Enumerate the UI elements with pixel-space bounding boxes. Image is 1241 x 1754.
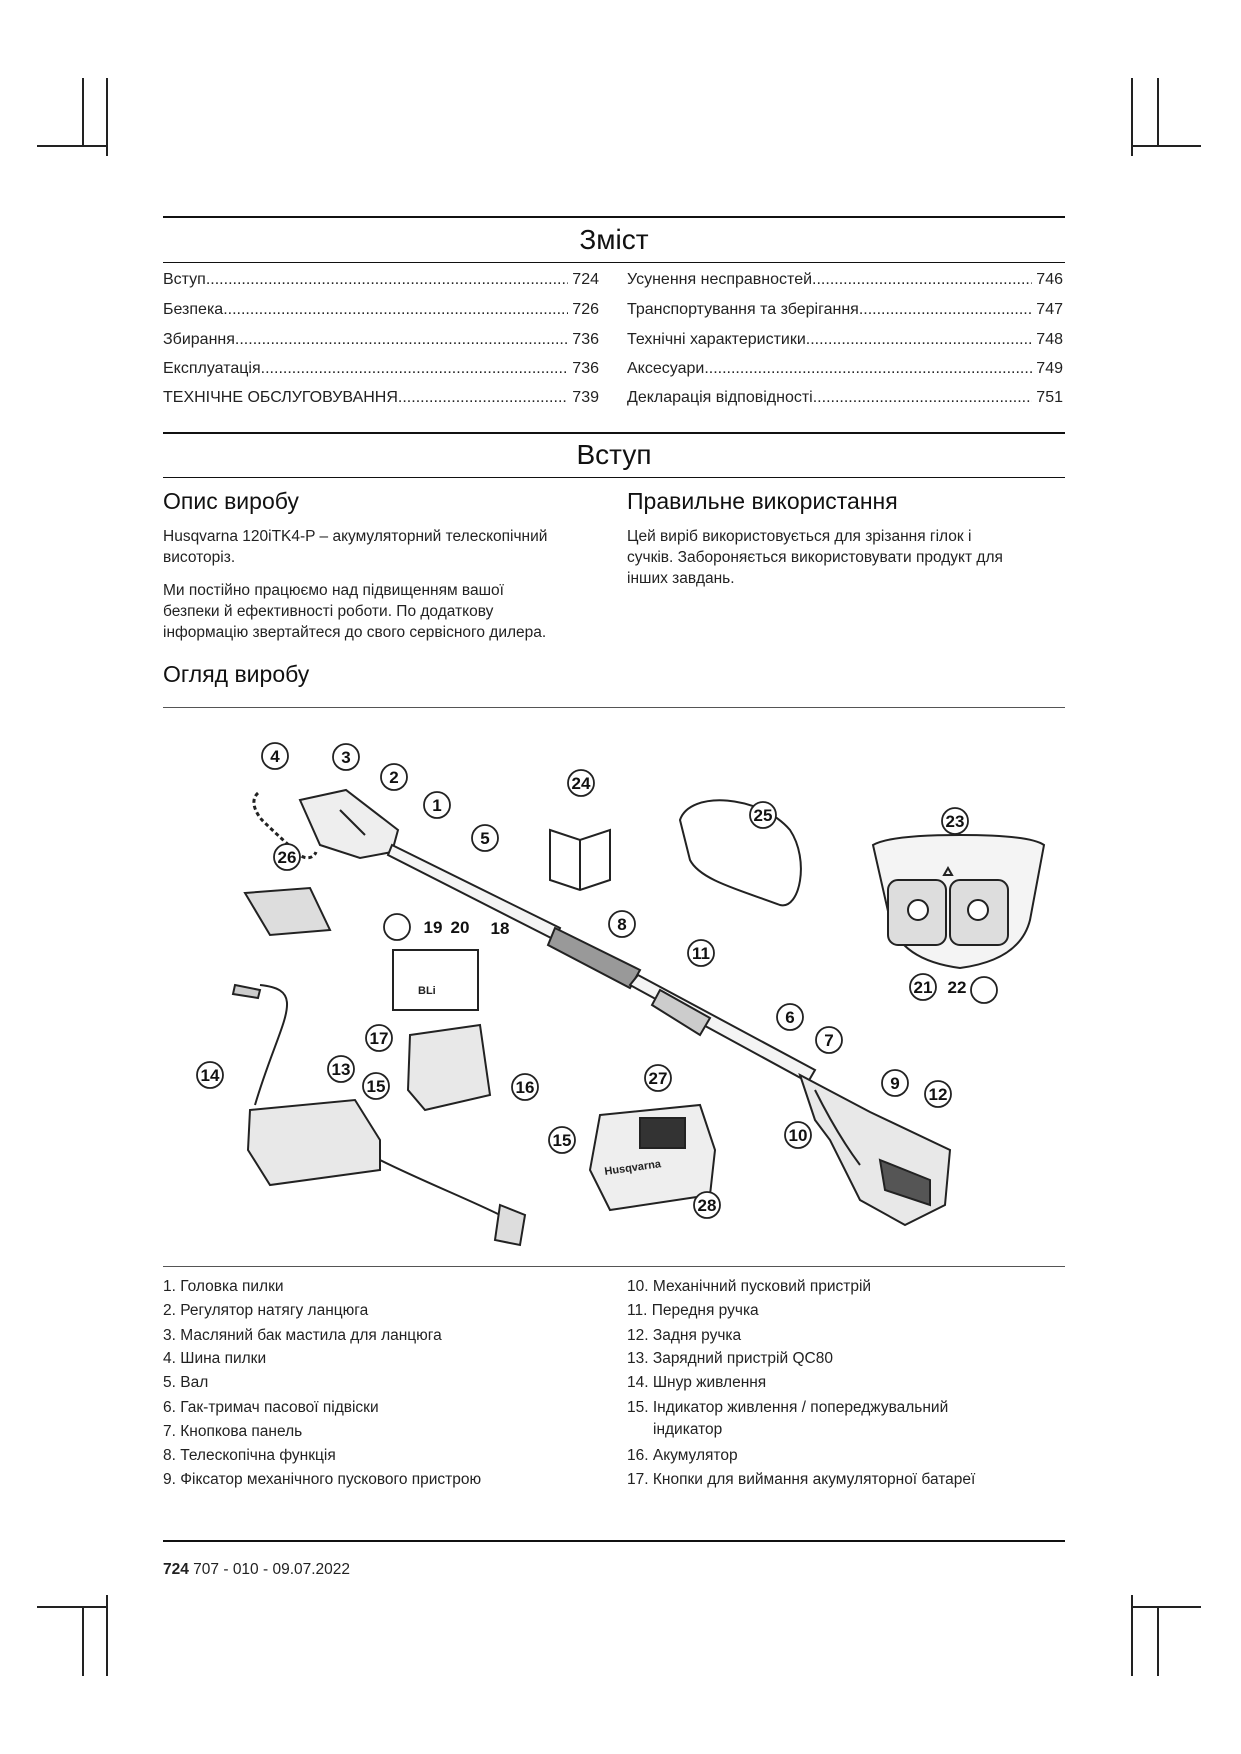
callout-label: 24 [571, 774, 591, 793]
toc-title: Зміст [579, 224, 649, 255]
callout-label: 2 [389, 768, 399, 787]
charger-illustration [248, 1100, 380, 1185]
toc-entry[interactable]: Технічні характеристики ..... 748 [627, 331, 1063, 349]
toc-entry[interactable]: ТЕХНІЧНЕ ОБСЛУГОВУВАННЯ ..... 739 [163, 389, 599, 407]
callout-label: 26 [277, 848, 297, 867]
callout-9 [882, 1070, 908, 1096]
toc-entry[interactable]: Безпека ..... 726 [163, 301, 599, 319]
intro-title: Вступ [576, 439, 652, 470]
callout-label: 21 [913, 978, 933, 997]
legend-item: індикатор [653, 1421, 723, 1438]
legend-item: 4. Шина пилки [163, 1350, 267, 1367]
callout-3 [333, 744, 359, 770]
legend-right-column [627, 1278, 1067, 1498]
toc-entry[interactable]: Усунення несправностей ..... 746 [627, 271, 1063, 289]
callout-label: 25 [753, 806, 773, 825]
guide-bar-cover-illustration [245, 888, 330, 935]
intended-use-paragraph: Цей виріб використовується для зрізання гілок і сучків. Забороняється використовувати продукт для інших завдань. [627, 528, 1003, 587]
callout-13 [328, 1056, 354, 1082]
callout-label: 1 [432, 796, 442, 815]
callout-label: 18 [490, 919, 510, 938]
callout-4 [262, 743, 288, 769]
callout-14 [197, 1062, 223, 1088]
page-number: 724 [163, 1561, 189, 1578]
legend-item: 2. Регулятор натягу ланцюга [163, 1302, 369, 1319]
callout-marker-empty [971, 977, 997, 1003]
callout-28 [694, 1192, 720, 1218]
callout-19 [424, 918, 443, 937]
legend-item: 17. Кнопки для виймання акумуляторної батареї [627, 1471, 976, 1488]
callout-15 [549, 1127, 575, 1153]
callout-label: 6 [785, 1008, 795, 1027]
toc-entry[interactable]: Вступ ..... 724 [163, 271, 599, 289]
callout-label: 9 [890, 1074, 900, 1093]
callout-5 [472, 825, 498, 851]
toc-entry[interactable]: Експлуатація ..... 736 [163, 360, 599, 378]
callout-26 [274, 844, 300, 870]
document-reference: 707 - 010 - 09.07.2022 [188, 1561, 351, 1578]
callout-25 [750, 802, 776, 828]
callout-label: 17 [369, 1029, 389, 1048]
legend-item: 6. Гак-тримач пасової підвіски [163, 1399, 379, 1416]
callout-label: 27 [648, 1069, 668, 1088]
legend-item: 12. Задня ручка [627, 1327, 742, 1344]
legend-item: 3. Масляний бак мастила для ланцюга [163, 1327, 442, 1344]
callout-label: 28 [697, 1196, 717, 1215]
legend-top-rule [163, 1266, 1065, 1267]
callout-label: 11 [692, 944, 710, 963]
brand-mark-text: Husqvarna [603, 1158, 662, 1178]
callout-10 [785, 1122, 811, 1148]
legend-item: 5. Вал [163, 1374, 209, 1391]
callout-label: 10 [788, 1126, 808, 1145]
legend-item: 1. Головка пилки [163, 1278, 284, 1295]
callout-label: 15 [366, 1077, 386, 1096]
callout-label: 20 [450, 918, 470, 937]
battery-marking-text: BLi [418, 985, 436, 997]
product-description-heading: Опис виробу [163, 488, 299, 514]
callout-21 [910, 974, 936, 1000]
front-handle-illustration [652, 990, 710, 1035]
callout-label: 15 [552, 1131, 572, 1150]
callout-label: 23 [945, 812, 965, 831]
callout-1 [424, 792, 450, 818]
callout-label: 13 [331, 1060, 351, 1079]
callout-label: 14 [200, 1066, 220, 1085]
shaft-illustration [388, 845, 560, 940]
callout-label: 22 [947, 978, 967, 997]
callout-marker-empty [384, 914, 410, 940]
toc-entry[interactable]: Декларація відповідності ..... 751 [627, 389, 1063, 407]
callout-12 [925, 1081, 951, 1107]
callout-11 [688, 940, 714, 966]
callout-label: 8 [617, 915, 627, 934]
toc-entry[interactable]: Аксесуари ..... 749 [627, 360, 1063, 378]
battery-slot-inset [393, 950, 478, 1010]
callout-label: 16 [515, 1078, 535, 1097]
callout-7 [816, 1027, 842, 1053]
callout-label: 12 [928, 1085, 948, 1104]
page-footer [163, 1561, 350, 1579]
callout-label: 5 [480, 829, 490, 848]
callout-27 [645, 1065, 671, 1091]
callout-23 [942, 808, 968, 834]
legend-item: 16. Акумулятор [627, 1447, 738, 1464]
callout-label: 7 [824, 1031, 834, 1050]
legend-item: 9. Фіксатор механічного пускового пристрою [163, 1471, 482, 1488]
callout-17 [366, 1025, 392, 1051]
callout-label: 19 [423, 918, 443, 937]
battery-illustration [408, 1025, 490, 1110]
legend-item: 8. Телескопічна функція [163, 1447, 336, 1464]
footer-rule [163, 1540, 1065, 1542]
callout-label: 3 [341, 748, 351, 767]
callout-20 [451, 918, 470, 937]
legend-item: 14. Шнур живлення [627, 1374, 767, 1391]
callout-8 [609, 911, 635, 937]
legend-item: 15. Індикатор живлення / попереджувальний [627, 1399, 949, 1416]
legend-item: 11. Передня ручка [627, 1302, 759, 1319]
callout-16 [512, 1074, 538, 1100]
callout-24 [568, 770, 594, 796]
toc-entry[interactable]: Транспортування та зберігання ..... 747 [627, 301, 1063, 319]
callout-22 [948, 978, 967, 997]
callout-2 [381, 764, 407, 790]
intended-use-heading: Правильне використання [627, 488, 898, 514]
callout-18 [491, 919, 510, 938]
callout-6 [777, 1004, 803, 1030]
callout-label: 4 [270, 747, 280, 766]
legend-item: 7. Кнопкова панель [163, 1423, 303, 1440]
saw-head-illustration [300, 790, 398, 858]
toc-entry[interactable]: Збирання ..... 736 [163, 331, 599, 349]
legend-item: 10. Механічний пусковий пристрій [627, 1278, 872, 1295]
harness-illustration [680, 800, 801, 905]
overview-heading: Огляд виробу [163, 661, 310, 687]
product-description-paragraph-2: Ми постійно працюємо над підвищенням вашої безпеки й ефективності роботи. По додаткову інформацію звертайтеся до свого сервісного дилера. [163, 582, 547, 641]
legend-item: 13. Зарядний пристрій QC80 [627, 1350, 833, 1367]
callout-15 [363, 1073, 389, 1099]
legend-left-column [163, 1278, 603, 1498]
product-description-paragraph-1: Husqvarna 120iTK4-P – акумуляторний телескопічний висоторіз. [163, 528, 548, 566]
